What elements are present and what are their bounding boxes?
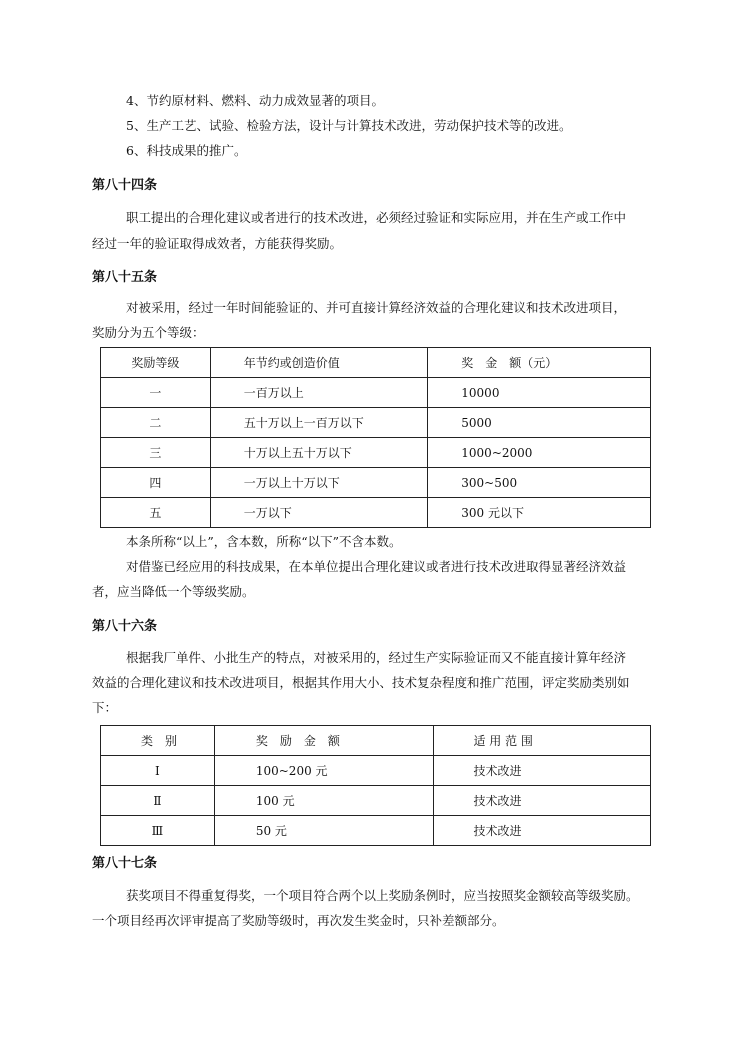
table-cell: 技术改进	[434, 756, 651, 786]
article-86-line-1: 根据我厂单件、小批生产的特点，对被采用的，经过生产实际验证而又不能直接计算年经济	[126, 650, 627, 665]
article-85-extra-line-1: 对借鉴已经应用的科技成果，在本单位提出合理化建议或者进行技术改进取得显著经济效益	[126, 559, 627, 574]
table-cell: 100~200 元	[214, 756, 434, 786]
table-cell: Ⅱ	[101, 786, 215, 816]
table-cell: 1000~2000	[428, 438, 651, 468]
table-row	[101, 408, 651, 438]
article-87-line-2: 一个项目经再次评审提高了奖励等级时，再次发生奖金时，只补差额部分。	[92, 913, 505, 928]
table-header-cell: 奖 金 额（元）	[428, 348, 651, 378]
table-row	[101, 816, 651, 846]
table-cell: 10000	[428, 378, 651, 408]
item-6: 6、科技成果的推广。	[126, 143, 247, 158]
table-cell: 四	[101, 468, 211, 498]
table-cell: Ⅲ	[101, 816, 215, 846]
table-cell: 五	[101, 498, 211, 528]
table-cell: 技术改进	[434, 816, 651, 846]
table-cell: 五十万以上一百万以下	[210, 408, 428, 438]
reward-category-table	[100, 725, 651, 846]
article-86-heading: 第八十六条	[92, 619, 158, 634]
table-header-cell: 年节约或创造价值	[210, 348, 428, 378]
table-row	[101, 438, 651, 468]
table-header-cell: 奖 励 金 额	[214, 726, 434, 756]
table-header-row	[101, 726, 651, 756]
table-cell: 一百万以上	[210, 378, 428, 408]
article-87-line-1: 获奖项目不得重复得奖，一个项目符合两个以上奖励条例时，应当按照奖金额较高等级奖励。	[126, 888, 639, 903]
table-row	[101, 786, 651, 816]
table-cell: 一万以上十万以下	[210, 468, 428, 498]
table-cell: 十万以上五十万以下	[210, 438, 428, 468]
table-cell: 5000	[428, 408, 651, 438]
table-row	[101, 756, 651, 786]
article-84-line-1: 职工提出的合理化建议或者进行的技术改进，必须经过验证和实际应用，并在生产或工作中	[126, 210, 627, 225]
table-row	[101, 378, 651, 408]
table-cell: 一万以下	[210, 498, 428, 528]
table-row	[101, 468, 651, 498]
table-header-cell: 适 用 范 围	[434, 726, 651, 756]
table-cell: 三	[101, 438, 211, 468]
item-4: 4、节约原材料、燃料、动力成效显著的项目。	[126, 93, 384, 108]
article-85-line-2: 奖励分为五个等级：	[92, 325, 205, 340]
table-cell: 50 元	[214, 816, 434, 846]
table-header-row	[101, 348, 651, 378]
article-85-line-1: 对被采用，经过一年时间能验证的、并可直接计算经济效益的合理化建议和技术改进项目，	[126, 300, 627, 315]
table-cell: 300~500	[428, 468, 651, 498]
item-5: 5、生产工艺、试验、检验方法，设计与计算技术改进，劳动保护技术等的改进。	[126, 118, 572, 133]
article-87-heading: 第八十七条	[92, 856, 158, 871]
article-86-line-3: 下：	[92, 700, 118, 715]
table-row	[101, 498, 651, 528]
table-cell: Ⅰ	[101, 756, 215, 786]
note-line: 本条所称“以上”，含本数，所称“以下”不含本数。	[126, 534, 402, 549]
reward-grade-table	[100, 347, 651, 528]
table-cell: 一	[101, 378, 211, 408]
article-85-heading: 第八十五条	[92, 270, 158, 285]
article-86-line-2: 效益的合理化建议和技术改进项目，根据其作用大小、技术复杂程度和推广范围，评定奖励类别如	[92, 675, 630, 690]
table-cell: 300 元以下	[428, 498, 651, 528]
table-cell: 技术改进	[434, 786, 651, 816]
table-header-cell: 类 别	[101, 726, 215, 756]
table-cell: 100 元	[214, 786, 434, 816]
article-84-heading: 第八十四条	[92, 178, 158, 193]
article-84-line-2: 经过一年的验证取得成效者，方能获得奖励。	[92, 236, 343, 251]
article-85-extra-line-2: 者，应当降低一个等级奖励。	[92, 584, 255, 599]
table-cell: 二	[101, 408, 211, 438]
table-header-cell: 奖励等级	[101, 348, 211, 378]
